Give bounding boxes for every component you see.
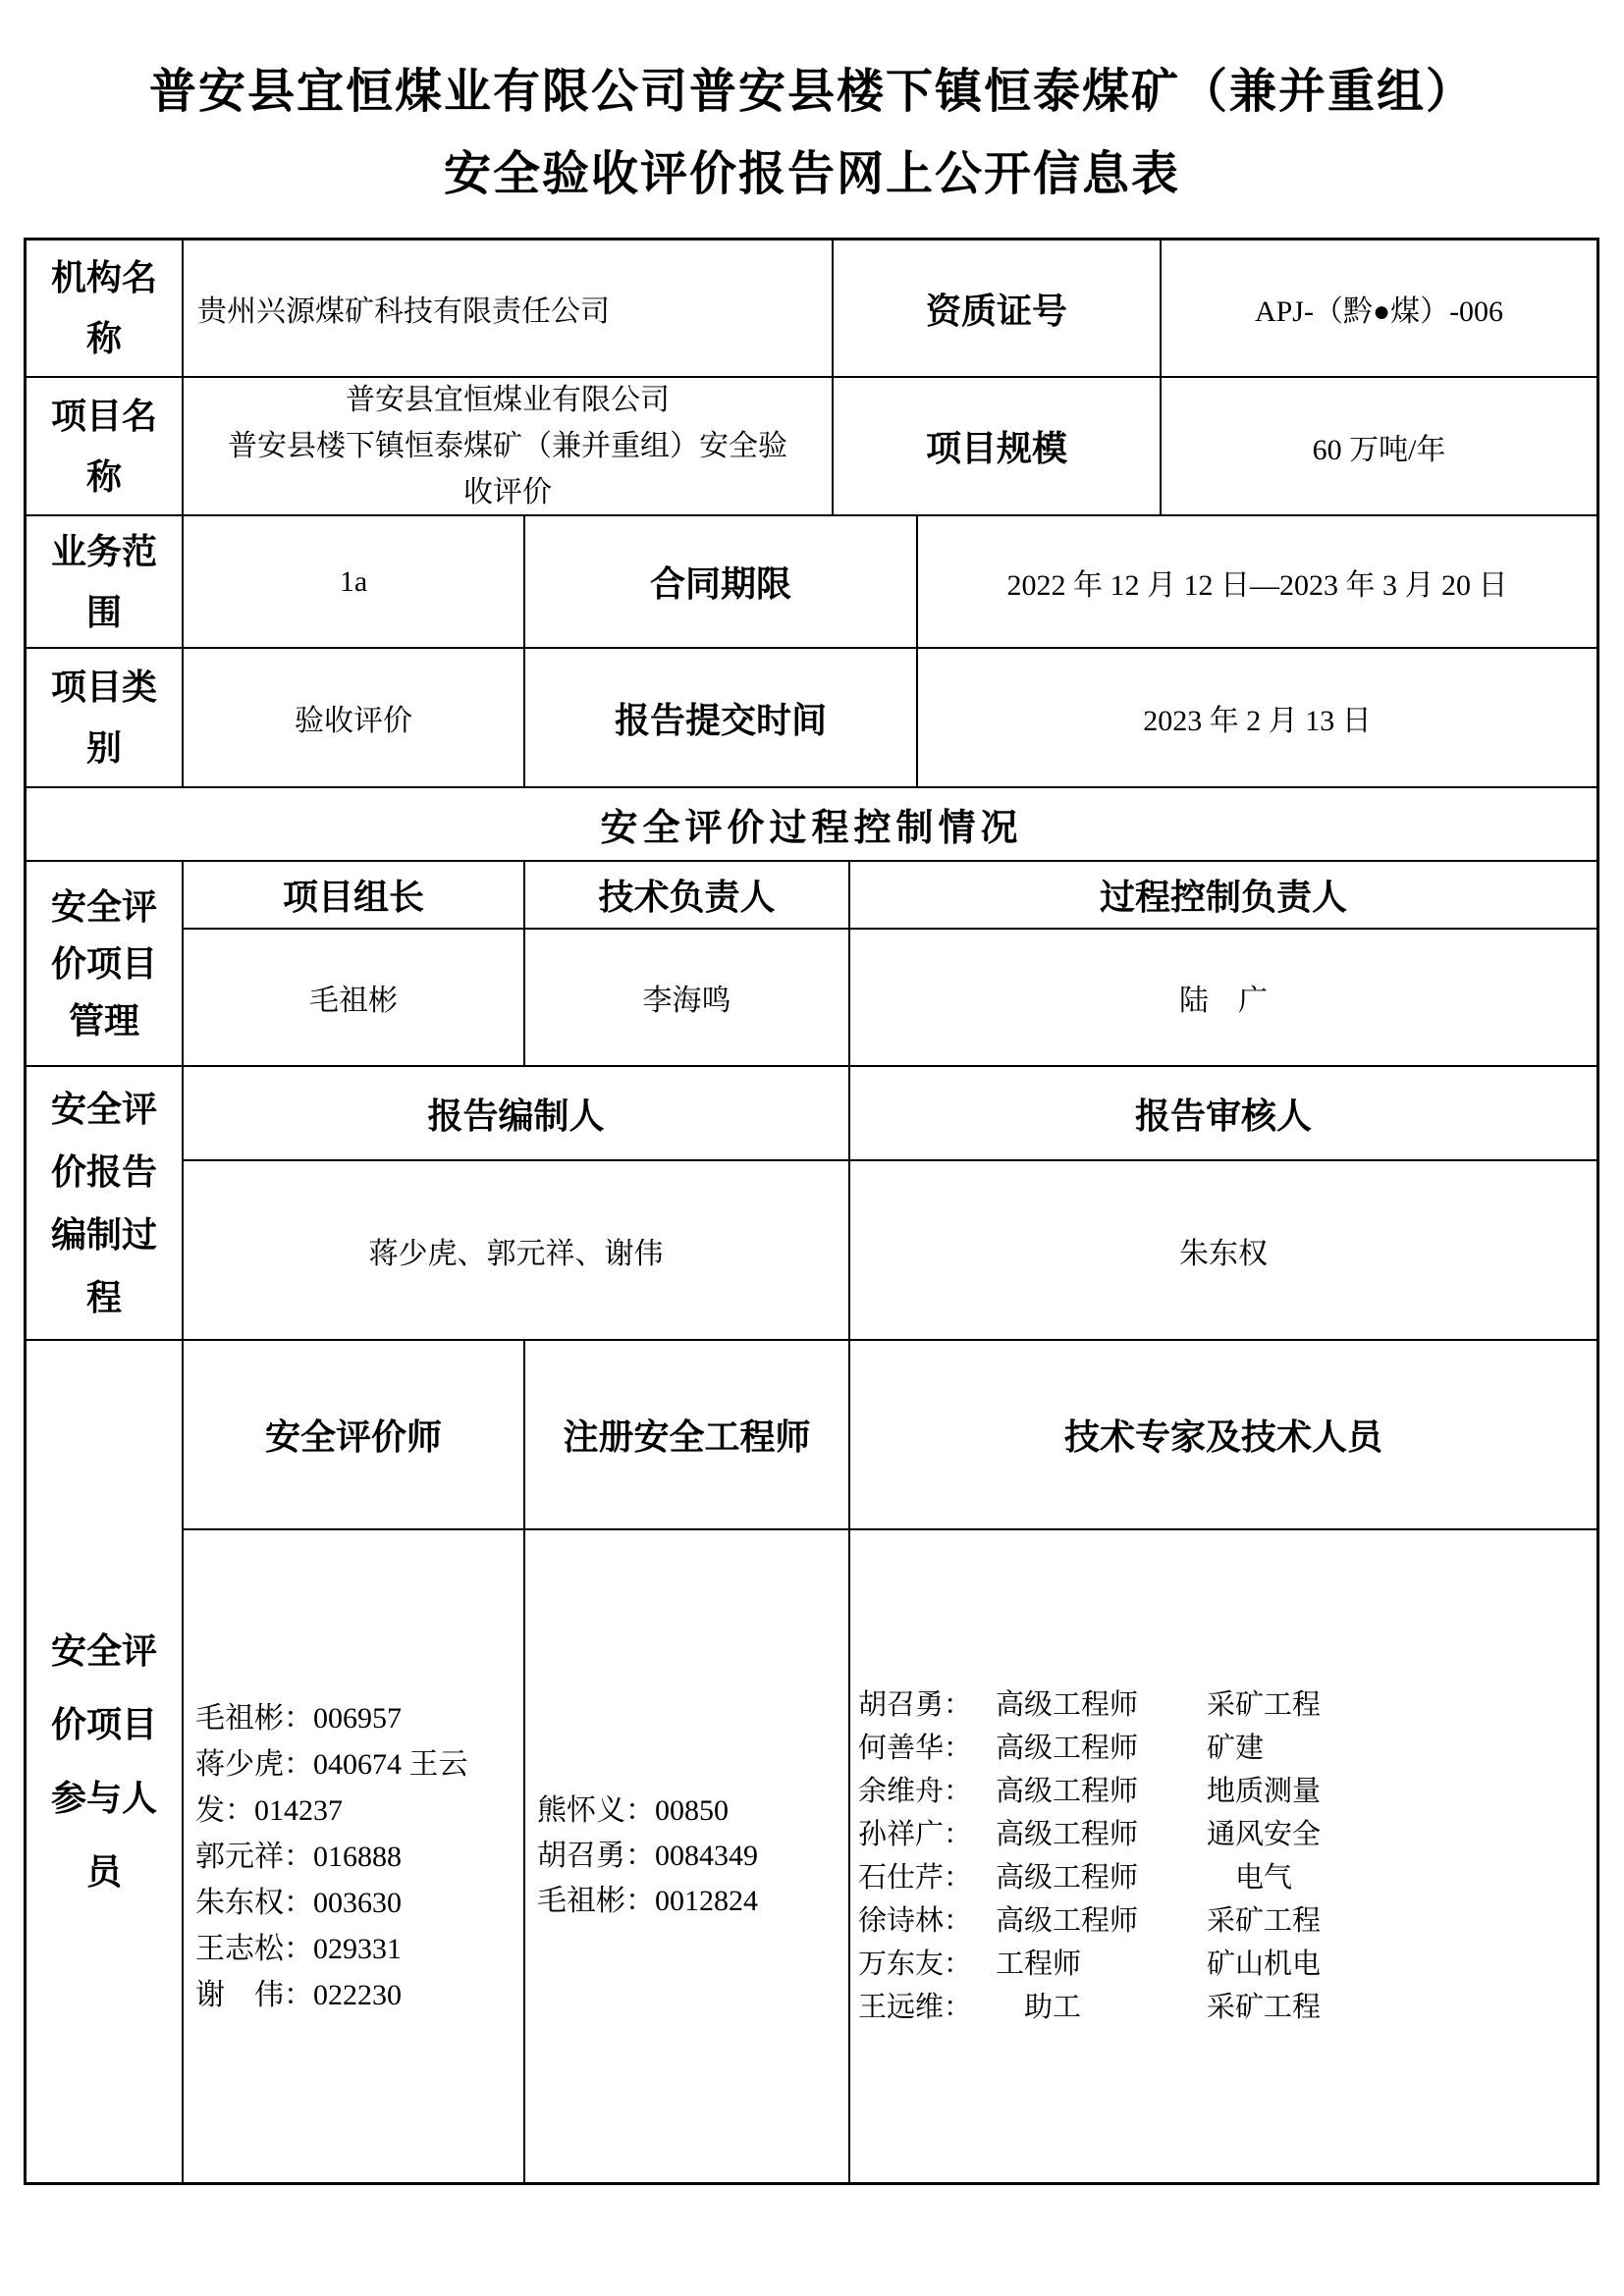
contract-period-label: 合同期限 xyxy=(649,564,791,604)
org-name-value: 贵州兴源煤矿科技有限责任公司 xyxy=(197,295,610,328)
row-project xyxy=(27,378,1597,516)
expert-field: 矿山机电 xyxy=(1207,1949,1322,1980)
expert-field: 采矿工程 xyxy=(1207,1992,1322,2023)
expert-row xyxy=(858,1856,1321,1899)
expert-name: 胡召勇： xyxy=(858,1689,973,1721)
business-scope-value: 1a xyxy=(339,564,368,598)
row-participants xyxy=(27,1341,1597,2182)
expert-field: 矿建 xyxy=(1207,1733,1265,1764)
project-name-value: 普安县宜恒煤业有限公司 普安县楼下镇恒泰煤矿（兼并重组）安全验 收评价 xyxy=(228,384,787,508)
project-type-label: 项目类 别 xyxy=(50,667,157,768)
row-business-scope xyxy=(27,516,1597,649)
expert-field: 地质测量 xyxy=(1207,1776,1322,1807)
expert-field: 采矿工程 xyxy=(1207,1689,1322,1721)
participants-label: 安全评 价项目 参与人 员 xyxy=(50,1630,157,1892)
expert-row xyxy=(858,1770,1321,1813)
list-item: 熊怀义：00850 xyxy=(537,1794,729,1827)
list-item: 发：014237 xyxy=(195,1793,343,1827)
expert-title: 高级工程师 xyxy=(996,1776,1139,1807)
process-control-lead-header: 过程控制负责人 xyxy=(1099,878,1347,917)
list-item: 蒋少虎：040674 王云 xyxy=(195,1747,468,1781)
tech-lead-header: 技术负责人 xyxy=(598,878,776,917)
project-scale-value: 60 万吨/年 xyxy=(1312,433,1446,466)
expert-row xyxy=(858,1986,1321,2029)
list-item: 谢 伟：022230 xyxy=(195,1978,402,2011)
list-item: 王志松：029331 xyxy=(195,1932,402,1965)
list-item: 郭元祥：016888 xyxy=(195,1840,402,1873)
tech-lead-value: 李海鸣 xyxy=(642,985,731,1017)
project-scale-label: 项目规模 xyxy=(925,429,1067,468)
document-title xyxy=(0,51,1624,216)
business-scope-label: 业务范 围 xyxy=(50,531,157,632)
expert-row xyxy=(858,1899,1321,1943)
title-line-2: 安全验收评价报告网上公开信息表 xyxy=(443,148,1180,200)
report-author-value: 蒋少虎、郭元祥、谢伟 xyxy=(368,1237,664,1270)
list-item: 朱东权：003630 xyxy=(195,1886,402,1919)
title-line-1: 普安县宜恒煤业有限公司普安县楼下镇恒泰煤矿（兼并重组） xyxy=(148,66,1475,118)
row-compilation xyxy=(27,1067,1597,1341)
expert-title: 高级工程师 xyxy=(996,1689,1139,1721)
expert-name: 何善华： xyxy=(858,1733,973,1764)
row-process-control-header xyxy=(27,788,1597,862)
expert-row xyxy=(858,1727,1321,1770)
expert-title: 高级工程师 xyxy=(996,1905,1139,1937)
project-type-value: 验收评价 xyxy=(295,705,412,737)
report-author-header: 报告编制人 xyxy=(427,1095,605,1136)
expert-name: 万东友： xyxy=(858,1949,973,1980)
expert-name: 徐诗林： xyxy=(858,1905,973,1937)
process-control-lead-value: 陆 广 xyxy=(1179,985,1268,1017)
team-leader-header: 项目组长 xyxy=(282,878,424,917)
compilation-label: 安全评 价报告 编制过 程 xyxy=(50,1089,157,1317)
tech-expert-list xyxy=(858,1683,1321,2029)
expert-field: 电气 xyxy=(1207,1862,1293,1894)
safety-evaluator-header: 安全评价师 xyxy=(264,1417,442,1457)
report-reviewer-header: 报告审核人 xyxy=(1134,1095,1312,1136)
safety-evaluator-list xyxy=(195,1695,468,2018)
report-submit-label: 报告提交时间 xyxy=(614,700,827,740)
expert-name: 孙祥广： xyxy=(858,1819,973,1850)
row-project-type xyxy=(27,649,1597,788)
expert-name: 王远维： xyxy=(858,1992,973,2023)
expert-title: 高级工程师 xyxy=(996,1733,1139,1764)
row-management xyxy=(27,862,1597,1067)
expert-row xyxy=(858,1943,1321,1986)
org-name-label: 机构名 称 xyxy=(50,258,157,358)
registered-engineer-list xyxy=(537,1789,758,1924)
cert-no-value: APJ-（黔●煤）-006 xyxy=(1254,295,1504,328)
expert-title: 助工 xyxy=(996,1992,1082,2023)
expert-title: 高级工程师 xyxy=(996,1819,1139,1850)
expert-field: 通风安全 xyxy=(1207,1819,1322,1850)
list-item: 胡召勇：0084349 xyxy=(537,1840,758,1872)
expert-row xyxy=(858,1813,1321,1856)
contract-period-value: 2022 年 12 月 12 日—2023 年 3 月 20 日 xyxy=(1006,568,1508,602)
list-item: 毛祖彬：0012824 xyxy=(537,1885,758,1917)
row-organization xyxy=(27,240,1597,378)
cert-no-label: 资质证号 xyxy=(925,291,1067,331)
process-control-header: 安全评价过程控制情况 xyxy=(600,808,1023,849)
info-table xyxy=(24,238,1599,2185)
list-item: 毛祖彬：006957 xyxy=(195,1701,402,1735)
expert-row xyxy=(858,1683,1321,1727)
expert-title: 工程师 xyxy=(996,1949,1082,1980)
report-submit-value: 2023 年 2 月 13 日 xyxy=(1143,705,1372,737)
tech-expert-header: 技术专家及技术人员 xyxy=(1063,1417,1382,1457)
registered-engineer-header: 注册安全工程师 xyxy=(563,1417,811,1457)
expert-title: 高级工程师 xyxy=(996,1862,1139,1894)
management-label: 安全评 价项目 管理 xyxy=(50,886,157,1041)
project-name-label: 项目名 称 xyxy=(50,396,157,497)
team-leader-value: 毛祖彬 xyxy=(309,985,398,1017)
expert-field: 采矿工程 xyxy=(1207,1905,1322,1937)
expert-name: 石仕芹： xyxy=(858,1862,973,1894)
expert-name: 余维舟： xyxy=(858,1776,973,1807)
report-reviewer-value: 朱东权 xyxy=(1179,1237,1268,1270)
